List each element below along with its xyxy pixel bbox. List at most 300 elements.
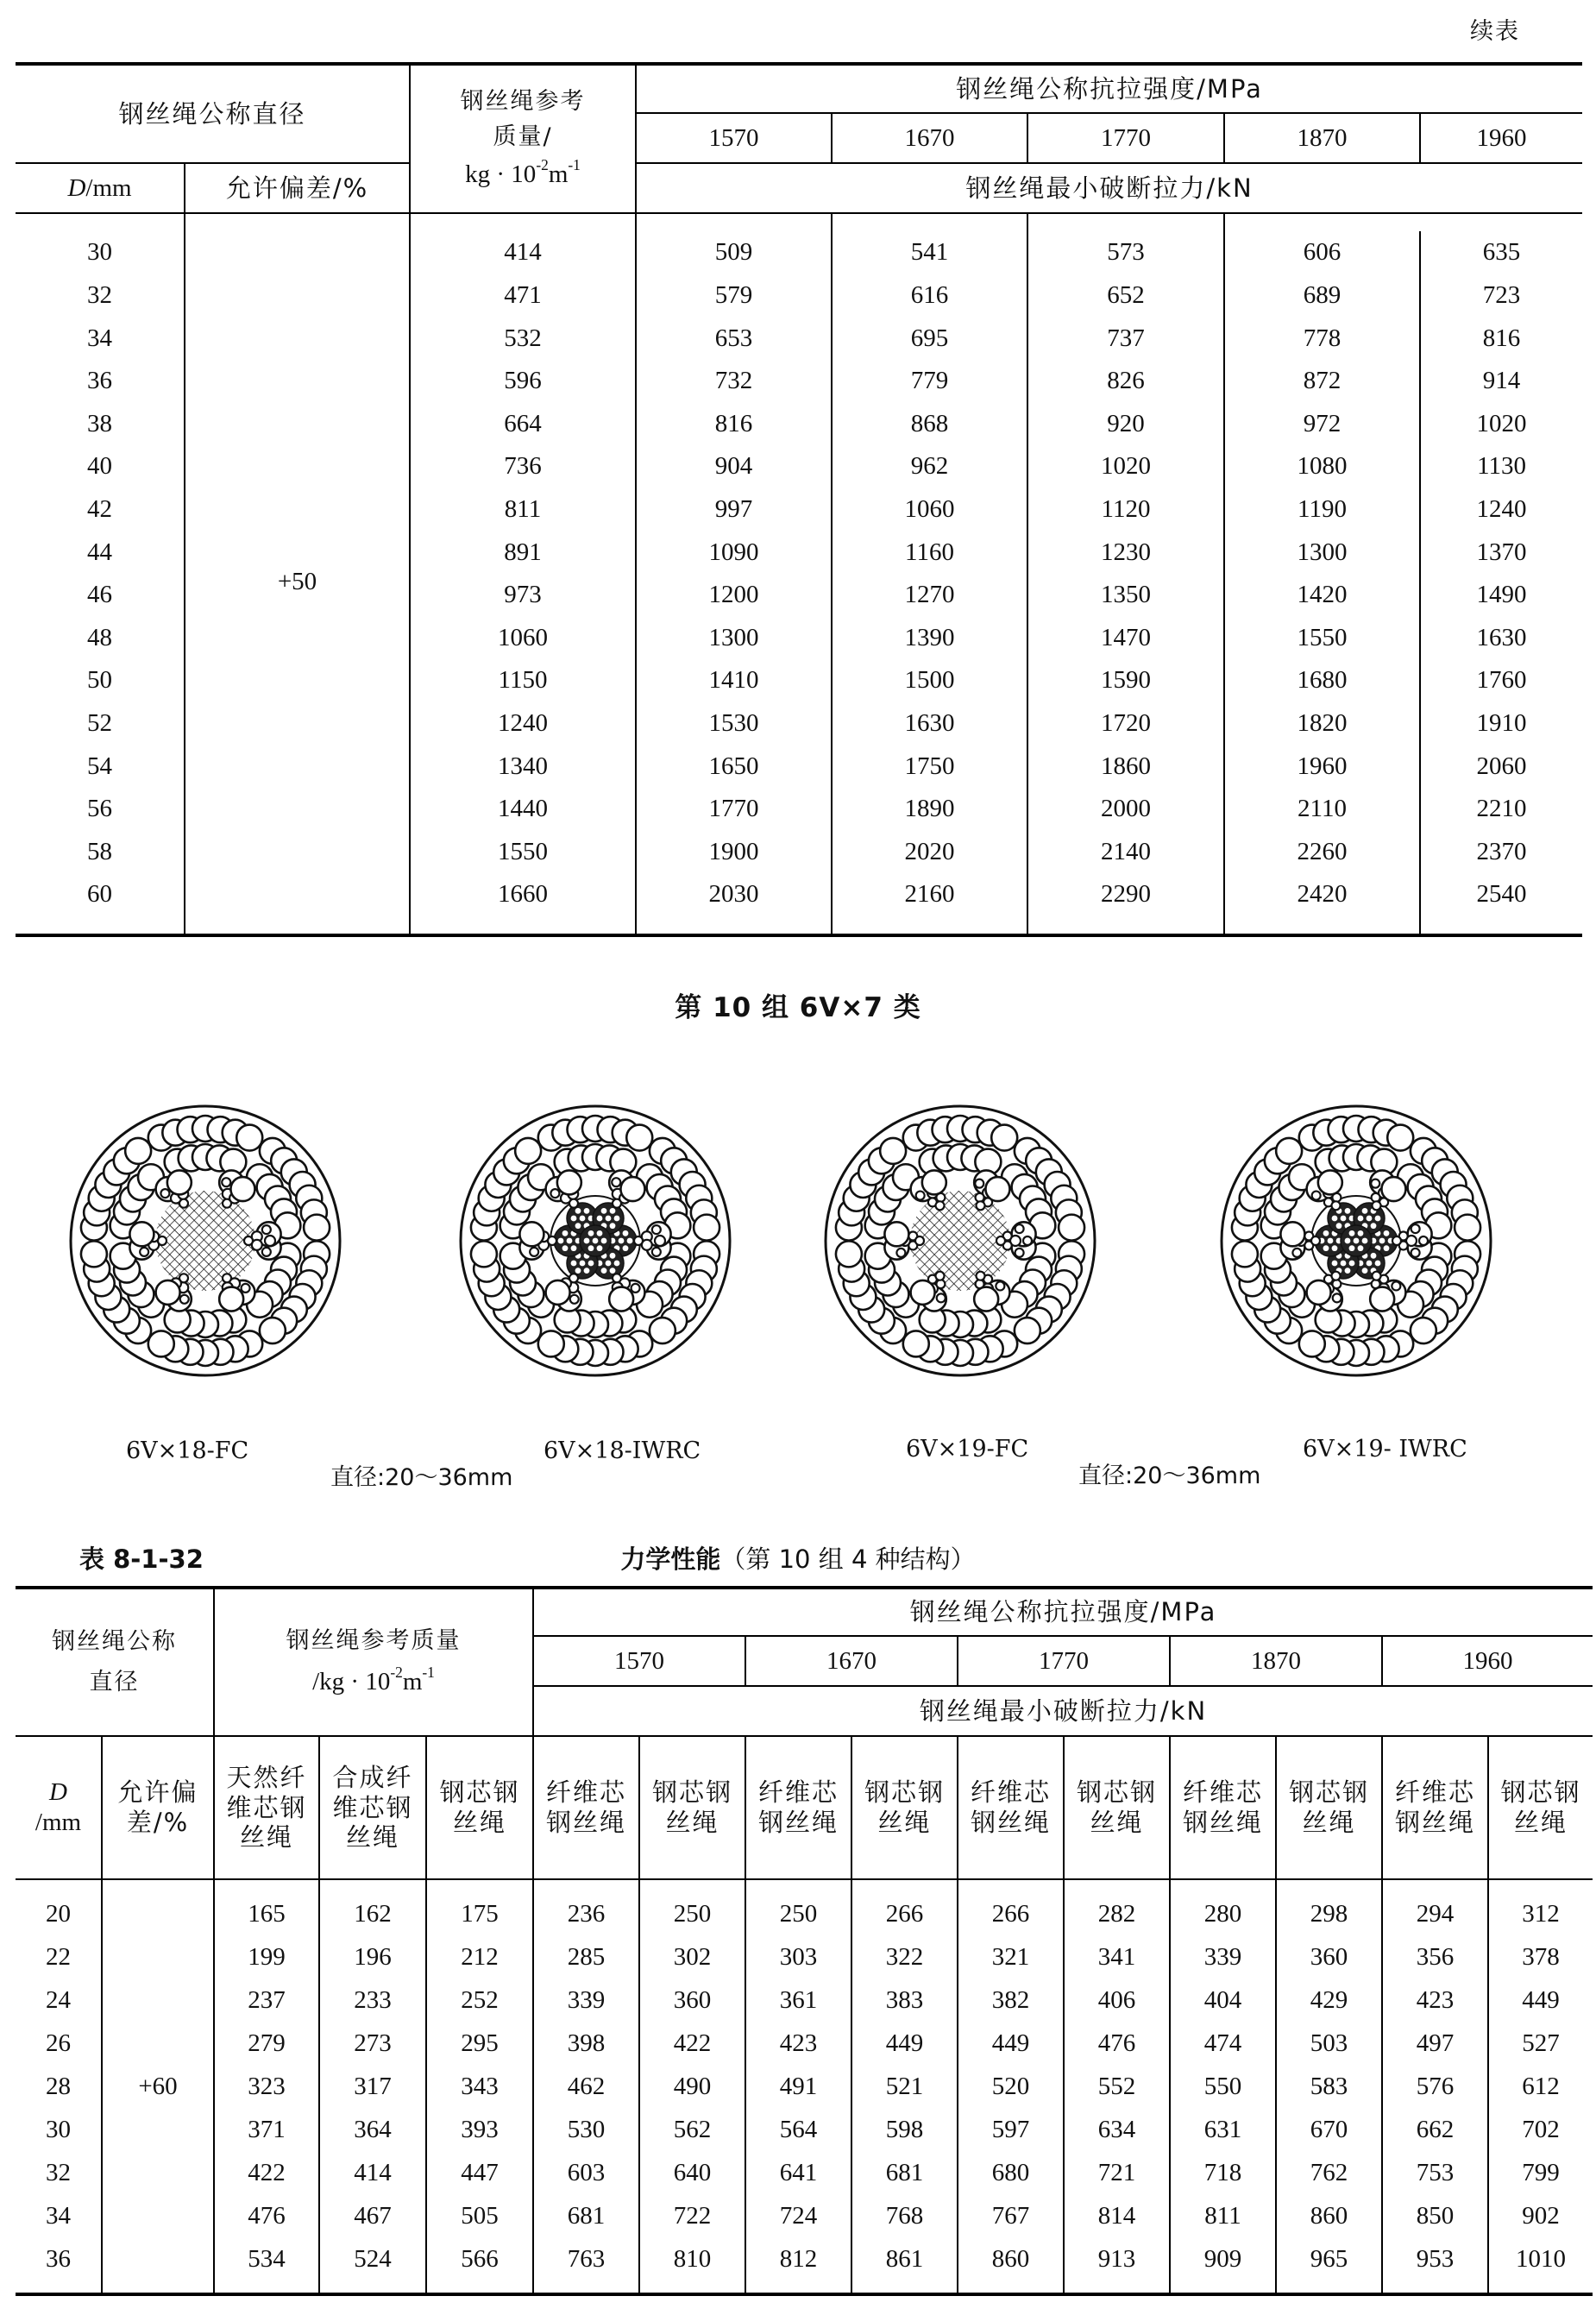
force-cell: 1410 [636, 659, 832, 702]
mass-cell: 279 [214, 2022, 319, 2065]
force-cell: 360 [639, 1978, 745, 2022]
force-cell: 250 [745, 1892, 851, 1935]
header-ref-mass-unit: kg · $10^{-2}m^{-1}$ [465, 156, 581, 188]
mass-cell: 295 [426, 2022, 533, 2065]
force-cell: 266 [851, 1892, 958, 1935]
force-cell: 2210 [1420, 788, 1582, 831]
force-cell: 920 [1027, 402, 1224, 445]
mass-cell: 596 [410, 360, 636, 403]
force-cell: 2030 [636, 873, 832, 916]
diagram-label-4: 6V×19- IWRC [1303, 1436, 1467, 1463]
continued-label: 续表 [1470, 18, 1520, 45]
force-cell: 850 [1382, 2194, 1488, 2237]
header-fiber-core-1670: 纤维芯 钢丝绳 [745, 1736, 851, 1879]
grade-1570: 1570 [636, 113, 832, 163]
grade-1670: 1670 [745, 1636, 958, 1686]
mass-cell: 1150 [410, 659, 636, 702]
force-cell: 312 [1488, 1892, 1593, 1935]
force-cell: 681 [851, 2151, 958, 2194]
force-cell: 816 [1420, 317, 1582, 360]
force-cell: 812 [745, 2237, 851, 2280]
force-cell: 953 [1382, 2237, 1488, 2280]
diameter-cell: 28 [16, 2065, 102, 2108]
diameter-note-2: 直径:20～36mm [1078, 1463, 1261, 1489]
force-cell: 1060 [832, 488, 1027, 532]
force-cell: 1090 [636, 531, 832, 574]
diameter-cell: 50 [16, 659, 185, 702]
force-cell: 779 [832, 360, 1027, 403]
force-cell: 2420 [1224, 873, 1420, 916]
mass-cell: 233 [319, 1978, 426, 2022]
force-cell: 695 [832, 317, 1027, 360]
tolerance-cell: +50 [185, 231, 410, 935]
force-cell: 1120 [1027, 488, 1224, 532]
mass-cell: 162 [319, 1892, 426, 1935]
force-cell: 962 [832, 445, 1027, 488]
force-cell: 868 [832, 402, 1027, 445]
force-cell: 811 [1170, 2194, 1276, 2237]
force-cell: 503 [1276, 2022, 1382, 2065]
diagram-label-1: 6V×18-FC [126, 1437, 249, 1464]
force-cell: 398 [533, 2022, 639, 2065]
force-cell: 298 [1276, 1892, 1382, 1935]
breaking-force-table-continued [16, 62, 1582, 937]
force-cell: 521 [851, 2065, 958, 2108]
grade-1960: 1960 [1382, 1636, 1593, 1686]
force-cell: 429 [1276, 1978, 1382, 2022]
diagram-6v18-fc [67, 1103, 343, 1383]
force-cell: 339 [1170, 1935, 1276, 1978]
mass-cell: 532 [410, 317, 636, 360]
header-synthetic-fiber-core: 合成纤 维芯钢 丝绳 [319, 1736, 426, 1879]
force-cell: 573 [1027, 231, 1224, 274]
header-fiber-core-1870: 纤维芯 钢丝绳 [1170, 1736, 1276, 1879]
force-cell: 732 [636, 360, 832, 403]
force-cell: 1420 [1224, 574, 1420, 617]
force-cell: 670 [1276, 2108, 1382, 2151]
header-min-breaking-force: 钢丝绳最小破断拉力/kN [533, 1686, 1593, 1736]
diameter-cell: 38 [16, 402, 185, 445]
force-cell: 768 [851, 2194, 958, 2237]
mass-cell: 212 [426, 1935, 533, 1978]
force-cell: 1820 [1224, 702, 1420, 745]
force-cell: 282 [1064, 1892, 1170, 1935]
force-cell: 474 [1170, 2022, 1276, 2065]
force-cell: 1020 [1027, 445, 1224, 488]
header-d-mm: D/mm [16, 163, 185, 213]
header-ref-mass-line1: 钢丝绳参考 [460, 88, 586, 116]
header-ref-mass-line2: 质量/ [493, 123, 553, 150]
diagram-label-2: 6V×18-IWRC [544, 1437, 701, 1464]
force-cell: 1630 [832, 702, 1027, 745]
table-caption: 力学性能（第 10 组 4 种结构） [620, 1544, 976, 1574]
mass-cell: 371 [214, 2108, 319, 2151]
diagram-6v18-iwrc [457, 1103, 733, 1383]
grade-1960: 1960 [1420, 113, 1582, 163]
mechanical-properties-table [16, 1586, 1593, 2296]
force-cell: 423 [1382, 1978, 1488, 2022]
force-cell: 598 [851, 2108, 958, 2151]
force-cell: 404 [1170, 1978, 1276, 2022]
diameter-cell: 52 [16, 702, 185, 745]
diameter-cell: 22 [16, 1935, 102, 1978]
diameter-cell: 58 [16, 830, 185, 873]
diameter-cell: 32 [16, 2151, 102, 2194]
force-cell: 422 [639, 2022, 745, 2065]
diameter-cell: 32 [16, 274, 185, 318]
force-cell: 902 [1488, 2194, 1593, 2237]
section-title: 第 10 组 6V×7 类 [675, 992, 921, 1023]
force-cell: 702 [1488, 2108, 1593, 2151]
force-cell: 1350 [1027, 574, 1224, 617]
force-cell: 1240 [1420, 488, 1582, 532]
force-cell: 606 [1224, 231, 1420, 274]
grade-1870: 1870 [1224, 113, 1420, 163]
force-cell: 550 [1170, 2065, 1276, 2108]
force-cell: 1270 [832, 574, 1027, 617]
mass-cell: 1340 [410, 745, 636, 788]
force-cell: 378 [1488, 1935, 1593, 1978]
mass-cell: 566 [426, 2237, 533, 2280]
force-cell: 266 [958, 1892, 1064, 1935]
force-cell: 497 [1382, 2022, 1488, 2065]
force-cell: 322 [851, 1935, 958, 1978]
force-cell: 1630 [1420, 616, 1582, 659]
table-row [16, 1978, 1593, 2022]
force-cell: 1200 [636, 574, 832, 617]
force-cell: 913 [1064, 2237, 1170, 2280]
mass-cell: 323 [214, 2065, 319, 2108]
table-row [16, 231, 1582, 274]
table-row [16, 1935, 1593, 1978]
force-cell: 1470 [1027, 616, 1224, 659]
mass-cell: 476 [214, 2194, 319, 2237]
mass-cell: 1060 [410, 616, 636, 659]
header-natural-fiber-core: 天然纤 维芯钢 丝绳 [214, 1736, 319, 1879]
force-cell: 520 [958, 2065, 1064, 2108]
force-cell: 767 [958, 2194, 1064, 2237]
mass-cell: 505 [426, 2194, 533, 2237]
force-cell: 2370 [1420, 830, 1582, 873]
force-cell: 718 [1170, 2151, 1276, 2194]
mass-cell: 252 [426, 1978, 533, 2022]
force-cell: 2140 [1027, 830, 1224, 873]
force-cell: 2260 [1224, 830, 1420, 873]
force-cell: 280 [1170, 1892, 1276, 1935]
table-number: 表 8-1-32 [79, 1544, 204, 1574]
force-cell: 612 [1488, 2065, 1593, 2108]
mass-cell: 447 [426, 2151, 533, 2194]
table-row [16, 2237, 1593, 2280]
diameter-cell: 20 [16, 1892, 102, 1935]
force-cell: 552 [1064, 2065, 1170, 2108]
mass-cell: 422 [214, 2151, 319, 2194]
header-steel-core-1870: 钢芯钢 丝绳 [1276, 1736, 1382, 1879]
mass-cell: 1660 [410, 873, 636, 916]
force-cell: 1530 [636, 702, 832, 745]
diameter-cell: 44 [16, 531, 185, 574]
mass-cell: 237 [214, 1978, 319, 2022]
force-cell: 476 [1064, 2022, 1170, 2065]
force-cell: 1960 [1224, 745, 1420, 788]
force-cell: 285 [533, 1935, 639, 1978]
table-row [16, 1892, 1593, 1935]
force-cell: 872 [1224, 360, 1420, 403]
diameter-cell: 34 [16, 2194, 102, 2237]
force-cell: 530 [533, 2108, 639, 2151]
force-cell: 2290 [1027, 873, 1224, 916]
force-cell: 1370 [1420, 531, 1582, 574]
force-cell: 2110 [1224, 788, 1420, 831]
force-cell: 303 [745, 1935, 851, 1978]
mass-cell: 414 [319, 2151, 426, 2194]
force-cell: 382 [958, 1978, 1064, 2022]
force-cell: 383 [851, 1978, 958, 2022]
mass-cell: 1240 [410, 702, 636, 745]
force-cell: 1500 [832, 659, 1027, 702]
force-cell: 997 [636, 488, 832, 532]
force-cell: 2020 [832, 830, 1027, 873]
force-cell: 762 [1276, 2151, 1382, 2194]
header-d-mm: D /mm [16, 1736, 102, 1879]
diameter-cell: 30 [16, 231, 185, 274]
force-cell: 635 [1420, 231, 1582, 274]
mass-cell: 364 [319, 2108, 426, 2151]
force-cell: 491 [745, 2065, 851, 2108]
force-cell: 1910 [1420, 702, 1582, 745]
force-cell: 449 [1488, 1978, 1593, 2022]
fiber-core [155, 1191, 255, 1291]
table-row [16, 2065, 1593, 2108]
mass-cell: 736 [410, 445, 636, 488]
force-cell: 778 [1224, 317, 1420, 360]
force-cell: 2000 [1027, 788, 1224, 831]
mass-cell: 165 [214, 1892, 319, 1935]
mass-cell: 534 [214, 2237, 319, 2280]
header-min-breaking-force: 钢丝绳最小破断拉力/kN [636, 163, 1582, 213]
mass-cell: 414 [410, 231, 636, 274]
header-fiber-core-1570: 纤维芯 钢丝绳 [533, 1736, 639, 1879]
force-cell: 406 [1064, 1978, 1170, 2022]
diameter-cell: 48 [16, 616, 185, 659]
mass-cell: 199 [214, 1935, 319, 1978]
table-row [16, 2022, 1593, 2065]
force-cell: 1490 [1420, 574, 1582, 617]
force-cell: 652 [1027, 274, 1224, 318]
force-cell: 541 [832, 231, 1027, 274]
force-cell: 2160 [832, 873, 1027, 916]
diameter-cell: 34 [16, 317, 185, 360]
header-nominal-diameter: 钢丝绳公称直径 [16, 64, 410, 163]
force-cell: 860 [1276, 2194, 1382, 2237]
mass-cell: 343 [426, 2065, 533, 2108]
mass-cell: 664 [410, 402, 636, 445]
table-row [16, 2108, 1593, 2151]
force-cell: 737 [1027, 317, 1224, 360]
table-row [16, 2151, 1593, 2194]
force-cell: 972 [1224, 402, 1420, 445]
mass-cell: 891 [410, 531, 636, 574]
grade-1570: 1570 [533, 1636, 745, 1686]
force-cell: 662 [1382, 2108, 1488, 2151]
force-cell: 1130 [1420, 445, 1582, 488]
force-cell: 321 [958, 1935, 1064, 1978]
mass-cell: 811 [410, 488, 636, 532]
force-cell: 721 [1064, 2151, 1170, 2194]
force-cell: 360 [1276, 1935, 1382, 1978]
force-cell: 914 [1420, 360, 1582, 403]
force-cell: 816 [636, 402, 832, 445]
force-cell: 860 [958, 2237, 1064, 2280]
diagram-6v19-iwrc [1218, 1103, 1494, 1383]
force-cell: 799 [1488, 2151, 1593, 2194]
header-steel-core-1770: 钢芯钢 丝绳 [1064, 1736, 1170, 1879]
force-cell: 641 [745, 2151, 851, 2194]
header-fiber-core-1960: 纤维芯 钢丝绳 [1382, 1736, 1488, 1879]
force-cell: 826 [1027, 360, 1224, 403]
force-cell: 763 [533, 2237, 639, 2280]
force-cell: 449 [958, 2022, 1064, 2065]
force-cell: 339 [533, 1978, 639, 2022]
force-cell: 1890 [832, 788, 1027, 831]
force-cell: 965 [1276, 2237, 1382, 2280]
force-cell: 583 [1276, 2065, 1382, 2108]
force-cell: 1010 [1488, 2237, 1593, 2280]
table-row [16, 2194, 1593, 2237]
diameter-cell: 54 [16, 745, 185, 788]
force-cell: 1300 [1224, 531, 1420, 574]
force-cell: 814 [1064, 2194, 1170, 2237]
force-cell: 302 [639, 1935, 745, 1978]
force-cell: 861 [851, 2237, 958, 2280]
header-tolerance: 允许偏差/% [185, 163, 410, 213]
force-cell: 509 [636, 231, 832, 274]
mass-cell: 1440 [410, 788, 636, 831]
force-cell: 527 [1488, 2022, 1593, 2065]
force-cell: 294 [1382, 1892, 1488, 1935]
force-cell: 361 [745, 1978, 851, 2022]
fiber-core [910, 1191, 1010, 1291]
force-cell: 909 [1170, 2237, 1276, 2280]
mass-cell: 317 [319, 2065, 426, 2108]
force-cell: 722 [639, 2194, 745, 2237]
force-cell: 1550 [1224, 616, 1420, 659]
force-cell: 2540 [1420, 873, 1582, 916]
force-cell: 341 [1064, 1935, 1170, 1978]
header-fiber-core-1770: 纤维芯 钢丝绳 [958, 1736, 1064, 1879]
grade-1670: 1670 [832, 113, 1027, 163]
header-reference-mass [410, 64, 636, 213]
mass-cell: 273 [319, 2022, 426, 2065]
mass-cell: 393 [426, 2108, 533, 2151]
diameter-note-1: 直径:20～36mm [330, 1464, 513, 1491]
force-cell: 1160 [832, 531, 1027, 574]
force-cell: 423 [745, 2022, 851, 2065]
mass-cell: 175 [426, 1892, 533, 1935]
mass-cell: 524 [319, 2237, 426, 2280]
force-cell: 250 [639, 1892, 745, 1935]
force-cell: 640 [639, 2151, 745, 2194]
force-cell: 1750 [832, 745, 1027, 788]
force-cell: 689 [1224, 274, 1420, 318]
mass-cell: 1550 [410, 830, 636, 873]
force-cell: 616 [832, 274, 1027, 318]
diameter-cell: 40 [16, 445, 185, 488]
mass-cell: 196 [319, 1935, 426, 1978]
force-cell: 680 [958, 2151, 1064, 2194]
diameter-cell: 36 [16, 360, 185, 403]
diameter-cell: 36 [16, 2237, 102, 2280]
force-cell: 681 [533, 2194, 639, 2237]
force-cell: 236 [533, 1892, 639, 1935]
mass-cell: 467 [319, 2194, 426, 2237]
force-cell: 1390 [832, 616, 1027, 659]
header-nominal-diameter: 钢丝绳公称 直径 [16, 1588, 214, 1736]
force-cell: 1590 [1027, 659, 1224, 702]
force-cell: 579 [636, 274, 832, 318]
force-cell: 1760 [1420, 659, 1582, 702]
grade-1870: 1870 [1170, 1636, 1382, 1686]
force-cell: 356 [1382, 1935, 1488, 1978]
force-cell: 1230 [1027, 531, 1224, 574]
diameter-cell: 46 [16, 574, 185, 617]
diameter-cell: 30 [16, 2108, 102, 2151]
header-steel-core-1960: 钢芯钢 丝绳 [1488, 1736, 1593, 1879]
header-tolerance: 允许偏 差/% [102, 1736, 214, 1879]
diagram-label-3: 6V×19-FC [906, 1436, 1029, 1463]
header-tensile-strength: 钢丝绳公称抗拉强度/MPa [636, 64, 1582, 113]
force-cell: 653 [636, 317, 832, 360]
force-cell: 603 [533, 2151, 639, 2194]
force-cell: 631 [1170, 2108, 1276, 2151]
mass-cell: 471 [410, 274, 636, 318]
grade-1770: 1770 [958, 1636, 1170, 1686]
diameter-cell: 24 [16, 1978, 102, 2022]
force-cell: 1770 [636, 788, 832, 831]
header-reference-mass: 钢丝绳参考质量 $/kg \cdot 10^{-2}m^{-1}$ [214, 1588, 533, 1736]
diameter-cell: 26 [16, 2022, 102, 2065]
force-cell: 576 [1382, 2065, 1488, 2108]
force-cell: 1860 [1027, 745, 1224, 788]
force-cell: 724 [745, 2194, 851, 2237]
force-cell: 1900 [636, 830, 832, 873]
force-cell: 753 [1382, 2151, 1488, 2194]
force-cell: 2060 [1420, 745, 1582, 788]
force-cell: 449 [851, 2022, 958, 2065]
tolerance-cell: +60 [102, 1879, 214, 2294]
force-cell: 490 [639, 2065, 745, 2108]
force-cell: 1190 [1224, 488, 1420, 532]
header-steel-core-1570: 钢芯钢 丝绳 [639, 1736, 745, 1879]
force-cell: 462 [533, 2065, 639, 2108]
diameter-cell: 42 [16, 488, 185, 532]
grade-1770: 1770 [1027, 113, 1224, 163]
diagram-6v19-fc [822, 1103, 1098, 1383]
mass-cell: 973 [410, 574, 636, 617]
force-cell: 810 [639, 2237, 745, 2280]
force-cell: 564 [745, 2108, 851, 2151]
force-cell: 1080 [1224, 445, 1420, 488]
force-cell: 562 [639, 2108, 745, 2151]
header-steel-core-1670: 钢芯钢 丝绳 [851, 1736, 958, 1879]
force-cell: 1720 [1027, 702, 1224, 745]
force-cell: 1020 [1420, 402, 1582, 445]
force-cell: 1680 [1224, 659, 1420, 702]
force-cell: 1300 [636, 616, 832, 659]
force-cell: 723 [1420, 274, 1582, 318]
force-cell: 597 [958, 2108, 1064, 2151]
diameter-cell: 56 [16, 788, 185, 831]
